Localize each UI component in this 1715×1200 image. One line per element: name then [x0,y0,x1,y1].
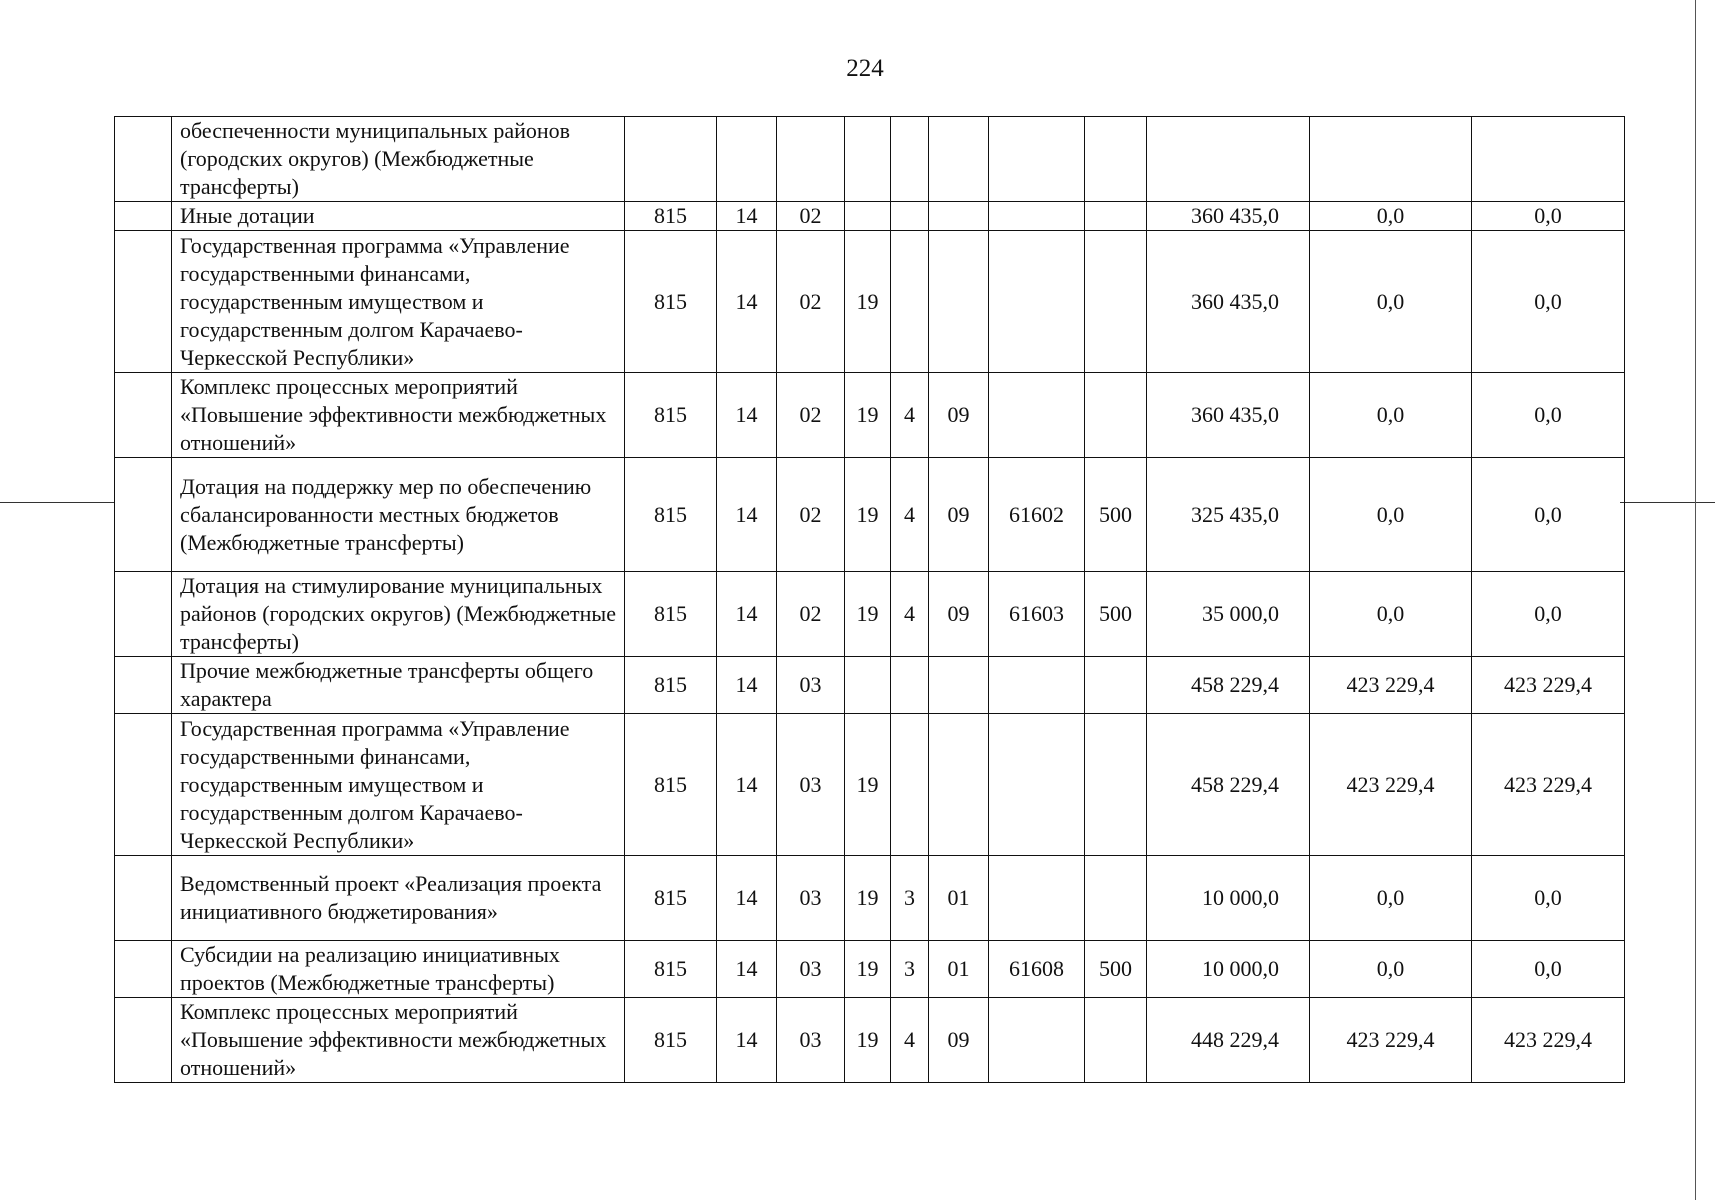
rz-code: 14 [717,373,777,458]
ved-code: 815 [625,856,717,941]
table-row [115,572,1625,657]
expense-type-code [1085,373,1147,458]
subprogram-code: 09 [929,998,989,1083]
row-number-cell [115,572,172,657]
row-number-cell [115,373,172,458]
amount-year3: 0,0 [1472,202,1625,231]
item-name: Иные дотации [172,202,625,231]
program-code [845,202,891,231]
amount-year1: 458 229,4 [1147,714,1310,856]
amount-year2: 0,0 [1310,941,1472,998]
expense-type-code [1085,998,1147,1083]
row-number-cell [115,856,172,941]
item-name: Субсидии на реализацию инициативных проектов (Межбюджетные трансферты) [172,941,625,998]
program-code: 19 [845,856,891,941]
direction-code [989,231,1085,373]
pr-code: 02 [777,572,845,657]
direction-code [989,202,1085,231]
amount-year2: 0,0 [1310,202,1472,231]
table-row [115,941,1625,998]
expense-type-code [1085,714,1147,856]
table-row [115,998,1625,1083]
amount-year2: 423 229,4 [1310,998,1472,1083]
item-name: обеспеченности муниципальных районов (городских округов) (Межбюджетные трансферты) [172,117,625,202]
rz-code: 14 [717,856,777,941]
program-code: 19 [845,231,891,373]
expense-type-code [1085,856,1147,941]
row-number-cell [115,714,172,856]
expense-type-code [1085,657,1147,714]
program-code: 19 [845,373,891,458]
ved-code: 815 [625,714,717,856]
amount-year3: 0,0 [1472,572,1625,657]
pr-code: 03 [777,998,845,1083]
direction-code: 61602 [989,458,1085,572]
subprogram-code [929,117,989,202]
subprogram-type-code: 3 [891,856,929,941]
program-code: 19 [845,998,891,1083]
item-name: Ведомственный проект «Реализация проекта инициативного бюджетирования» [172,856,625,941]
table-row [115,202,1625,231]
pr-code: 03 [777,714,845,856]
ved-code: 815 [625,998,717,1083]
item-name: Комплекс процессных мероприятий «Повышение эффективности межбюджетных отношений» [172,373,625,458]
amount-year1: 360 435,0 [1147,373,1310,458]
rz-code: 14 [717,202,777,231]
row-number-cell [115,941,172,998]
item-name: Государственная программа «Управление государственными финансами, государственным имуществом и государственным долгом Карачаево-Черкесской Республики» [172,231,625,373]
subprogram-code [929,657,989,714]
budget-table [114,116,1625,1083]
amount-year3: 0,0 [1472,373,1625,458]
amount-year2: 0,0 [1310,231,1472,373]
direction-code: 61603 [989,572,1085,657]
amount-year2: 0,0 [1310,856,1472,941]
ved-code: 815 [625,202,717,231]
amount-year1: 35 000,0 [1147,572,1310,657]
subprogram-type-code [891,202,929,231]
direction-code: 61608 [989,941,1085,998]
subprogram-code: 09 [929,572,989,657]
subprogram-code: 09 [929,458,989,572]
scan-line-right [1620,502,1715,503]
table-row [115,714,1625,856]
subprogram-type-code: 4 [891,458,929,572]
direction-code [989,856,1085,941]
ved-code: 815 [625,373,717,458]
page-number: 224 [846,55,884,82]
subprogram-type-code [891,657,929,714]
expense-type-code: 500 [1085,458,1147,572]
pr-code [777,117,845,202]
item-name: Комплекс процессных мероприятий «Повышение эффективности межбюджетных отношений» [172,998,625,1083]
ved-code: 815 [625,657,717,714]
amount-year1: 448 229,4 [1147,998,1310,1083]
rz-code: 14 [717,657,777,714]
expense-type-code: 500 [1085,572,1147,657]
amount-year2: 0,0 [1310,458,1472,572]
subprogram-code [929,714,989,856]
amount-year1: 10 000,0 [1147,856,1310,941]
amount-year3: 0,0 [1472,458,1625,572]
program-code: 19 [845,941,891,998]
expense-type-code [1085,231,1147,373]
ved-code: 815 [625,572,717,657]
row-number-cell [115,657,172,714]
program-code: 19 [845,458,891,572]
pr-code: 02 [777,458,845,572]
subprogram-type-code [891,714,929,856]
expense-type-code: 500 [1085,941,1147,998]
amount-year3: 0,0 [1472,231,1625,373]
ved-code: 815 [625,231,717,373]
rz-code: 14 [717,714,777,856]
ved-code: 815 [625,458,717,572]
subprogram-code [929,202,989,231]
amount-year1: 360 435,0 [1147,231,1310,373]
amount-year1 [1147,117,1310,202]
amount-year1: 360 435,0 [1147,202,1310,231]
amount-year3: 0,0 [1472,941,1625,998]
expense-type-code [1085,117,1147,202]
rz-code: 14 [717,941,777,998]
amount-year3: 423 229,4 [1472,998,1625,1083]
subprogram-type-code [891,117,929,202]
rz-code: 14 [717,998,777,1083]
subprogram-type-code: 4 [891,998,929,1083]
table-row [115,231,1625,373]
direction-code [989,998,1085,1083]
amount-year3: 423 229,4 [1472,657,1625,714]
row-number-cell [115,458,172,572]
amount-year3: 423 229,4 [1472,714,1625,856]
row-number-cell [115,202,172,231]
scan-line-left [0,502,114,503]
subprogram-code: 01 [929,941,989,998]
expense-type-code [1085,202,1147,231]
pr-code: 02 [777,231,845,373]
pr-code: 03 [777,657,845,714]
direction-code [989,714,1085,856]
subprogram-code [929,231,989,373]
row-number-cell [115,231,172,373]
amount-year1: 10 000,0 [1147,941,1310,998]
pr-code: 03 [777,941,845,998]
amount-year2: 0,0 [1310,572,1472,657]
subprogram-type-code: 4 [891,373,929,458]
program-code: 19 [845,714,891,856]
row-number-cell [115,998,172,1083]
direction-code [989,373,1085,458]
table-row [115,458,1625,572]
amount-year2 [1310,117,1472,202]
subprogram-type-code: 3 [891,941,929,998]
direction-code [989,117,1085,202]
subprogram-code: 09 [929,373,989,458]
subprogram-code: 01 [929,856,989,941]
rz-code: 14 [717,458,777,572]
ved-code: 815 [625,941,717,998]
ved-code [625,117,717,202]
program-code [845,657,891,714]
table-row [115,657,1625,714]
amount-year2: 0,0 [1310,373,1472,458]
pr-code: 02 [777,373,845,458]
program-code [845,117,891,202]
pr-code: 02 [777,202,845,231]
rz-code: 14 [717,572,777,657]
item-name: Государственная программа «Управление государственными финансами, государственным имуществом и государственным долгом Карачаево-Черкесской Республики» [172,714,625,856]
rz-code: 14 [717,231,777,373]
program-code: 19 [845,572,891,657]
direction-code [989,657,1085,714]
amount-year1: 458 229,4 [1147,657,1310,714]
rz-code [717,117,777,202]
amount-year2: 423 229,4 [1310,714,1472,856]
table-row [115,117,1625,202]
table-row [115,373,1625,458]
amount-year2: 423 229,4 [1310,657,1472,714]
item-name: Прочие межбюджетные трансферты общего характера [172,657,625,714]
item-name: Дотация на стимулирование муниципальных районов (городских округов) (Межбюджетные трансферты) [172,572,625,657]
item-name: Дотация на поддержку мер по обеспечению сбалансированности местных бюджетов (Межбюджетные трансферты) [172,458,625,572]
amount-year3: 0,0 [1472,856,1625,941]
row-number-cell [115,117,172,202]
amount-year3 [1472,117,1625,202]
table-row [115,856,1625,941]
subprogram-type-code: 4 [891,572,929,657]
subprogram-type-code [891,231,929,373]
scan-edge-right [1695,0,1696,1200]
amount-year1: 325 435,0 [1147,458,1310,572]
pr-code: 03 [777,856,845,941]
